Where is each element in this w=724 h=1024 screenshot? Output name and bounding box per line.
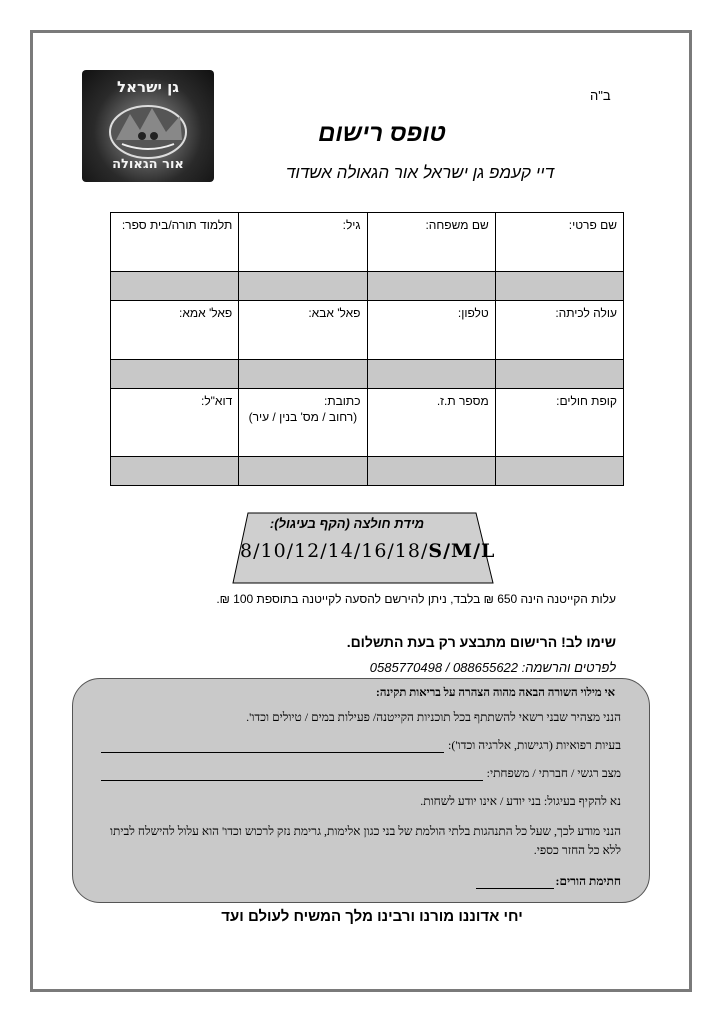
- footer-text: יחי אדוננו מורנו ורבינו מלך המשיח לעולם ועד: [221, 908, 523, 925]
- logo-text-top: גן ישראל: [117, 78, 179, 96]
- medical-issues-row: [101, 738, 621, 753]
- table-row: [111, 360, 624, 389]
- table-row: [111, 457, 624, 486]
- email-field[interactable]: דוא"ל:: [111, 389, 239, 457]
- page-subtitle: דיי קעמפ גן ישראל אור הגאולה אשדוד: [285, 163, 554, 182]
- parent-signature-label: חתימת הורים:: [555, 874, 621, 889]
- table-row: [111, 301, 624, 360]
- school-field[interactable]: תלמוד תורה/בית ספר:: [111, 213, 239, 272]
- id-number-field[interactable]: מספר ת.ז.: [367, 389, 495, 457]
- table-row: [111, 389, 624, 457]
- behavior-disclaimer: הנני מודע לכך, שעל כל התנהגות בלתי הולמת של בני כגון אלימות, גרימת נזק לרכוש וכדו' הוא עלול להישלח לביתו ללא כל החזר כספי.: [109, 824, 621, 858]
- fill-cell[interactable]: [111, 457, 239, 486]
- address-label: כתובת:: [323, 394, 361, 408]
- attention-text: שימו לב! הרישום מתבצע רק בעת התשלום.: [346, 634, 616, 650]
- shirt-size-label: מידת חולצה (הקף בעיגול):: [269, 516, 425, 531]
- age-field[interactable]: גיל:: [239, 213, 367, 272]
- page-title: טופס רישום: [318, 120, 446, 147]
- declaration-heading: אי מילוי השורה הבאה מהוה הצהרה על בריאות תקינה:: [376, 687, 615, 699]
- registration-table: [110, 212, 624, 486]
- logo-text-bottom: אור הגאולה: [112, 157, 184, 172]
- fill-cell[interactable]: [111, 272, 239, 301]
- last-name-field[interactable]: שם משפחה:: [367, 213, 495, 272]
- mother-phone-field[interactable]: פאל' אמא:: [111, 301, 239, 360]
- fill-cell[interactable]: [239, 272, 367, 301]
- father-phone-field[interactable]: פאל' אבא:: [239, 301, 367, 360]
- parent-signature-input[interactable]: [476, 878, 554, 889]
- parent-signature-row: [101, 874, 621, 889]
- fill-cell[interactable]: [495, 360, 623, 389]
- contact-text: לפרטים והרשמה: 088655622 / 0585770498: [369, 660, 616, 675]
- address-hint: (רחוב / מס' בנין / עיר): [248, 410, 358, 424]
- medical-issues-label: בעיות רפואיות (רגישות, אלרגיה וכדו'):: [448, 738, 621, 752]
- emotional-status-label: מצב רגשי / חברתי / משפחתי:: [486, 766, 621, 780]
- medical-issues-input[interactable]: [101, 742, 444, 753]
- fill-cell[interactable]: [495, 457, 623, 486]
- address-field[interactable]: [239, 389, 367, 457]
- table-row: [111, 272, 624, 301]
- cost-text: עלות הקייטנה הינה 650 ₪ בלבד, ניתן להירשם להסעה לקייטנה בתוספת 100 ₪.: [216, 592, 616, 606]
- fill-cell[interactable]: [367, 272, 495, 301]
- shirt-size-values[interactable]: [240, 540, 496, 562]
- bh-mark: ב"ה: [590, 88, 611, 103]
- health-declaration-box: [72, 678, 650, 903]
- emotional-status-row: [101, 766, 621, 781]
- swim-question[interactable]: נא להקיף בעיגול: בני יודע / אינו יודע לשחות.: [420, 794, 621, 808]
- fill-cell[interactable]: [239, 457, 367, 486]
- table-row: [111, 213, 624, 272]
- fill-cell[interactable]: [495, 272, 623, 301]
- phone-field[interactable]: טלפון:: [367, 301, 495, 360]
- health-fund-field[interactable]: קופת חולים:: [495, 389, 623, 457]
- emotional-status-input[interactable]: [101, 770, 483, 781]
- grade-field[interactable]: עולה לכיתה:: [495, 301, 623, 360]
- fill-cell[interactable]: [111, 360, 239, 389]
- first-name-field[interactable]: שם פרטי:: [495, 213, 623, 272]
- shirt-size-numbers: 8/10/12/14/16/18/: [240, 540, 429, 562]
- fill-cell[interactable]: [367, 360, 495, 389]
- fill-cell[interactable]: [239, 360, 367, 389]
- declaration-line: הנני מצהיר שבני רשאי להשתתף בכל תוכניות הקייטנה/ פעילות במים / טיולים וכדו'.: [246, 710, 621, 724]
- fill-cell[interactable]: [367, 457, 495, 486]
- shirt-size-letters: S/M/L: [428, 540, 496, 562]
